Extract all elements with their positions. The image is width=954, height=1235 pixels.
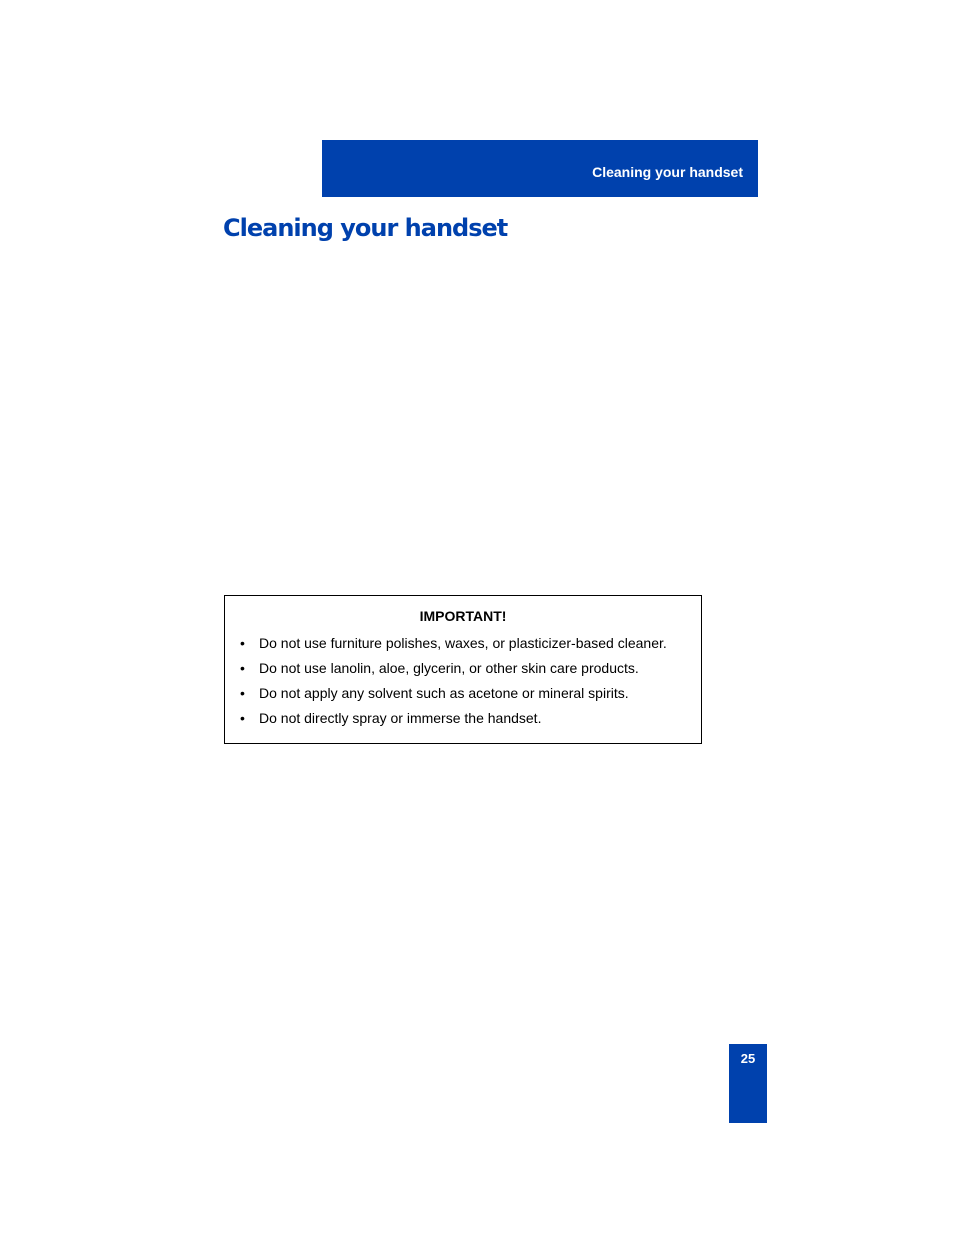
bullet-icon: • (240, 660, 245, 676)
bullet-icon: • (240, 710, 245, 726)
list-item-text: Do not apply any solvent such as acetone or mineral spirits. (259, 685, 629, 701)
list-item (240, 685, 667, 710)
important-heading: IMPORTANT! (419, 608, 507, 624)
running-header-bar (322, 140, 758, 197)
list-item-text: Do not use lanolin, aloe, glycerin, or other skin care products. (259, 660, 639, 676)
important-list (240, 635, 667, 735)
running-header-title: Cleaning your handset (592, 164, 743, 180)
list-item (240, 660, 667, 685)
important-notice-box (224, 595, 702, 744)
bullet-icon: • (240, 685, 245, 701)
bullet-icon: • (240, 635, 245, 651)
list-item-text: Do not use furniture polishes, waxes, or plasticizer-based cleaner. (259, 635, 667, 651)
list-item (240, 710, 667, 735)
page-number-tab (729, 1044, 767, 1123)
list-item-text: Do not directly spray or immerse the handset. (259, 710, 542, 726)
page-number: 25 (740, 1051, 756, 1066)
list-item (240, 635, 667, 660)
page-title: Cleaning your handset (223, 214, 508, 242)
